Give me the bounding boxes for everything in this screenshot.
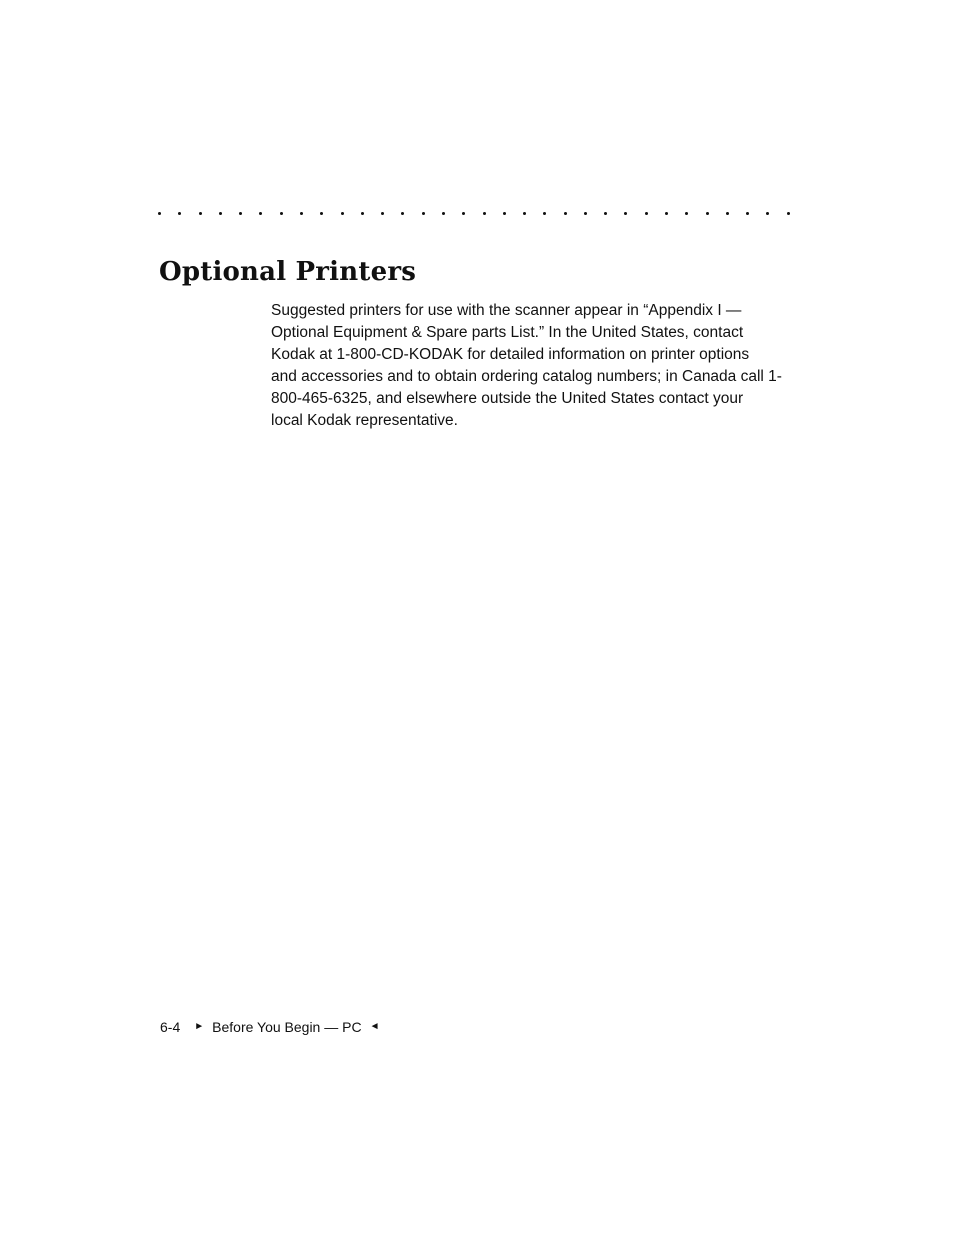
section-heading: Optional Printers <box>159 257 417 287</box>
paragraph-line: Optional Equipment & Spare parts List.” In the United States, contact <box>271 324 744 341</box>
rule-dot <box>300 212 303 215</box>
rule-dot <box>523 212 526 215</box>
rule-dot <box>584 212 587 215</box>
rule-dot <box>381 212 384 215</box>
rule-dot <box>361 212 364 215</box>
rule-dot <box>503 212 506 215</box>
rule-dot <box>766 212 769 215</box>
left-triangle-icon: ◄ <box>369 1021 380 1032</box>
rule-dot <box>543 212 546 215</box>
rule-dot <box>422 212 425 215</box>
rule-dot <box>746 212 749 215</box>
dotted-rule <box>158 206 790 220</box>
page-number: 6-4 <box>160 1019 181 1035</box>
page-footer <box>160 1016 379 1038</box>
rule-dot <box>706 212 709 215</box>
rule-dot <box>158 212 161 215</box>
paragraph-line: Suggested printers for use with the scanner appear in “Appendix I — <box>271 302 742 319</box>
rule-dot <box>320 212 323 215</box>
paragraph-line: local Kodak representative. <box>271 412 458 429</box>
rule-dot <box>239 212 242 215</box>
footer-section-title: Before You Begin — PC <box>212 1019 362 1035</box>
rule-dot <box>564 212 567 215</box>
rule-dot <box>462 212 465 215</box>
rule-dot <box>604 212 607 215</box>
right-triangle-icon: ► <box>194 1021 205 1032</box>
rule-dot <box>178 212 181 215</box>
paragraph-line: and accessories and to obtain ordering catalog numbers; in Canada call 1- <box>271 368 782 385</box>
rule-dot <box>624 212 627 215</box>
rule-dot <box>259 212 262 215</box>
rule-dot <box>787 212 790 215</box>
body-paragraph <box>271 300 782 432</box>
rule-dot <box>341 212 344 215</box>
rule-dot <box>685 212 688 215</box>
rule-dot <box>280 212 283 215</box>
rule-dot <box>199 212 202 215</box>
rule-dot <box>219 212 222 215</box>
rule-dot <box>645 212 648 215</box>
paragraph-line: Kodak at 1-800-CD-KODAK for detailed information on printer options <box>271 346 750 363</box>
rule-dot <box>401 212 404 215</box>
paragraph-line: 800-465-6325, and elsewhere outside the United States contact your <box>271 390 744 407</box>
rule-dot <box>726 212 729 215</box>
rule-dot <box>483 212 486 215</box>
rule-dot <box>442 212 445 215</box>
rule-dot <box>665 212 668 215</box>
